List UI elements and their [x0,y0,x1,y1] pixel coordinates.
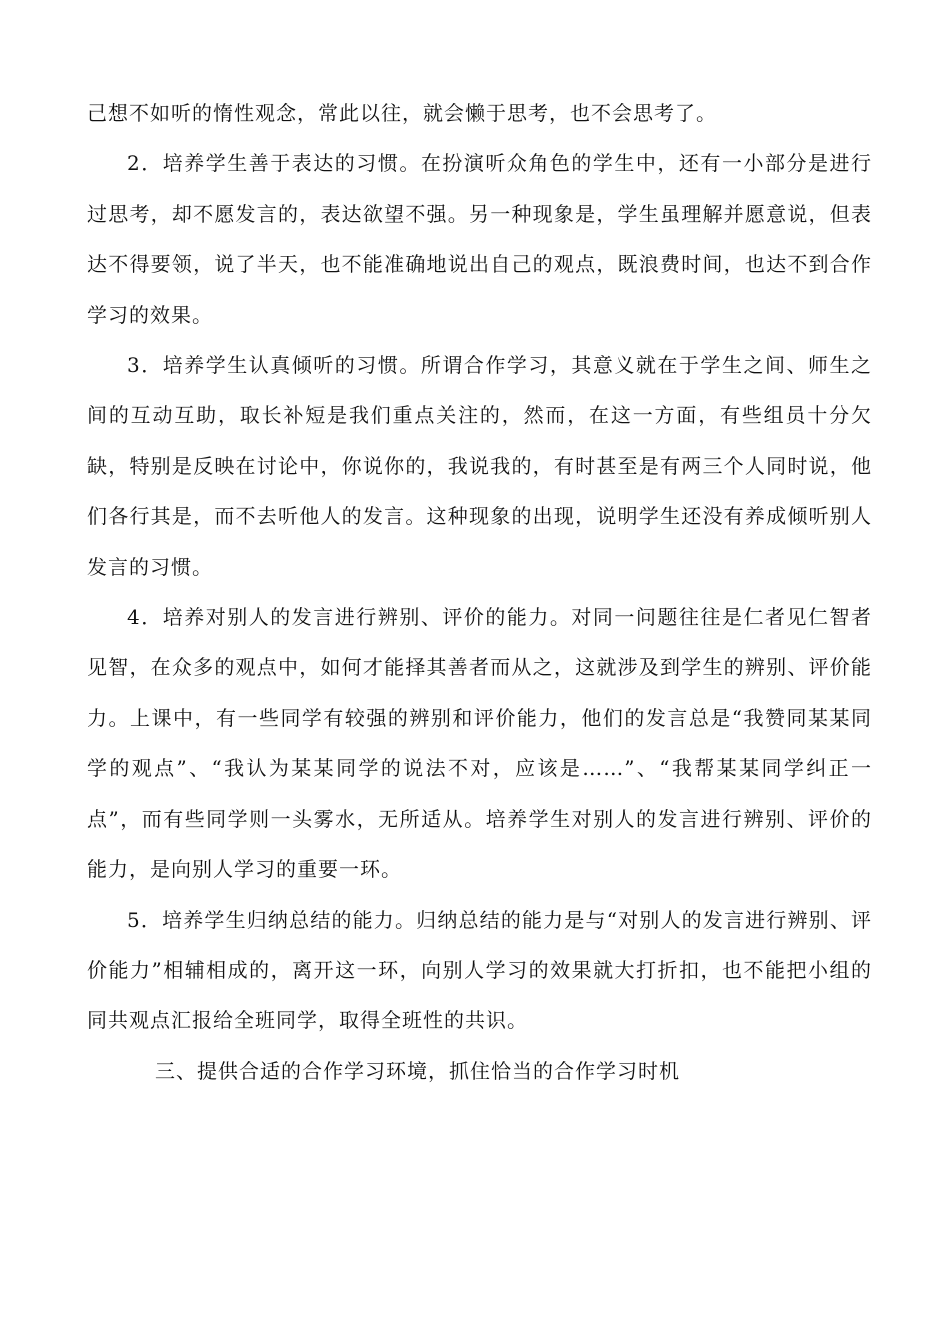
section-heading: 三、提供合适的合作学习环境，抓住恰当的合作学习时机 [155,1058,680,1083]
paragraph-item-3: 3．培养学生认真倾听的习惯。所谓合作学习，其意义就在于学生之间、师生之间的互动互助，取长补短是我们重点关注的，然而，在这一方面，有些组员十分欠缺，特别是反映在讨论中，你说你的，我说我的，有时甚至是有两三个人同时说，他们各行其是，而不去听他人的发言。这种现象的出现，说明学生还没有养成倾听别人发言的习惯。 [87,353,872,579]
paragraph-item-5: 5．培养学生归纳总结的能力。归纳总结的能力是与“对别人的发言进行辨别、评价能力”相辅相成的，离开这一环，向别人学习的效果就大打折扣，也不能把小组的同共观点汇报给全班同学，取得全班性的共识。 [87,907,872,1033]
document-body [87,88,872,1096]
paragraph-item-4: 4．培养对别人的发言进行辨别、评价的能力。对同一问题往往是仁者见仁智者见智，在众多的观点中，如何才能择其善者而从之，这就涉及到学生的辨别、评价能力。上课中，有一些同学有较强的辨别和评价能力，他们的发言总是“我赞同某某同学的观点”、“我认为某某同学的说法不对，应该是……”、“我帮某某同学纠正一点”，而有些同学则一头雾水，无所适从。培养学生对别人的发言进行辨别、评价的能力，是向别人学习的重要一环。 [87,605,872,882]
paragraph-continuation: 己想不如听的惰性观念，常此以往，就会懒于思考，也不会思考了。 [87,101,717,125]
paragraph-item-2: 2．培养学生善于表达的习惯。在扮演听众角色的学生中，还有一小部分是进行过思考，却不愿发言的，表达欲望不强。另一种现象是，学生虽理解并愿意说，但表达不得要领，说了半天，也不能准确地说出自己的观点，既浪费时间，也达不到合作学习的效果。 [87,151,872,327]
